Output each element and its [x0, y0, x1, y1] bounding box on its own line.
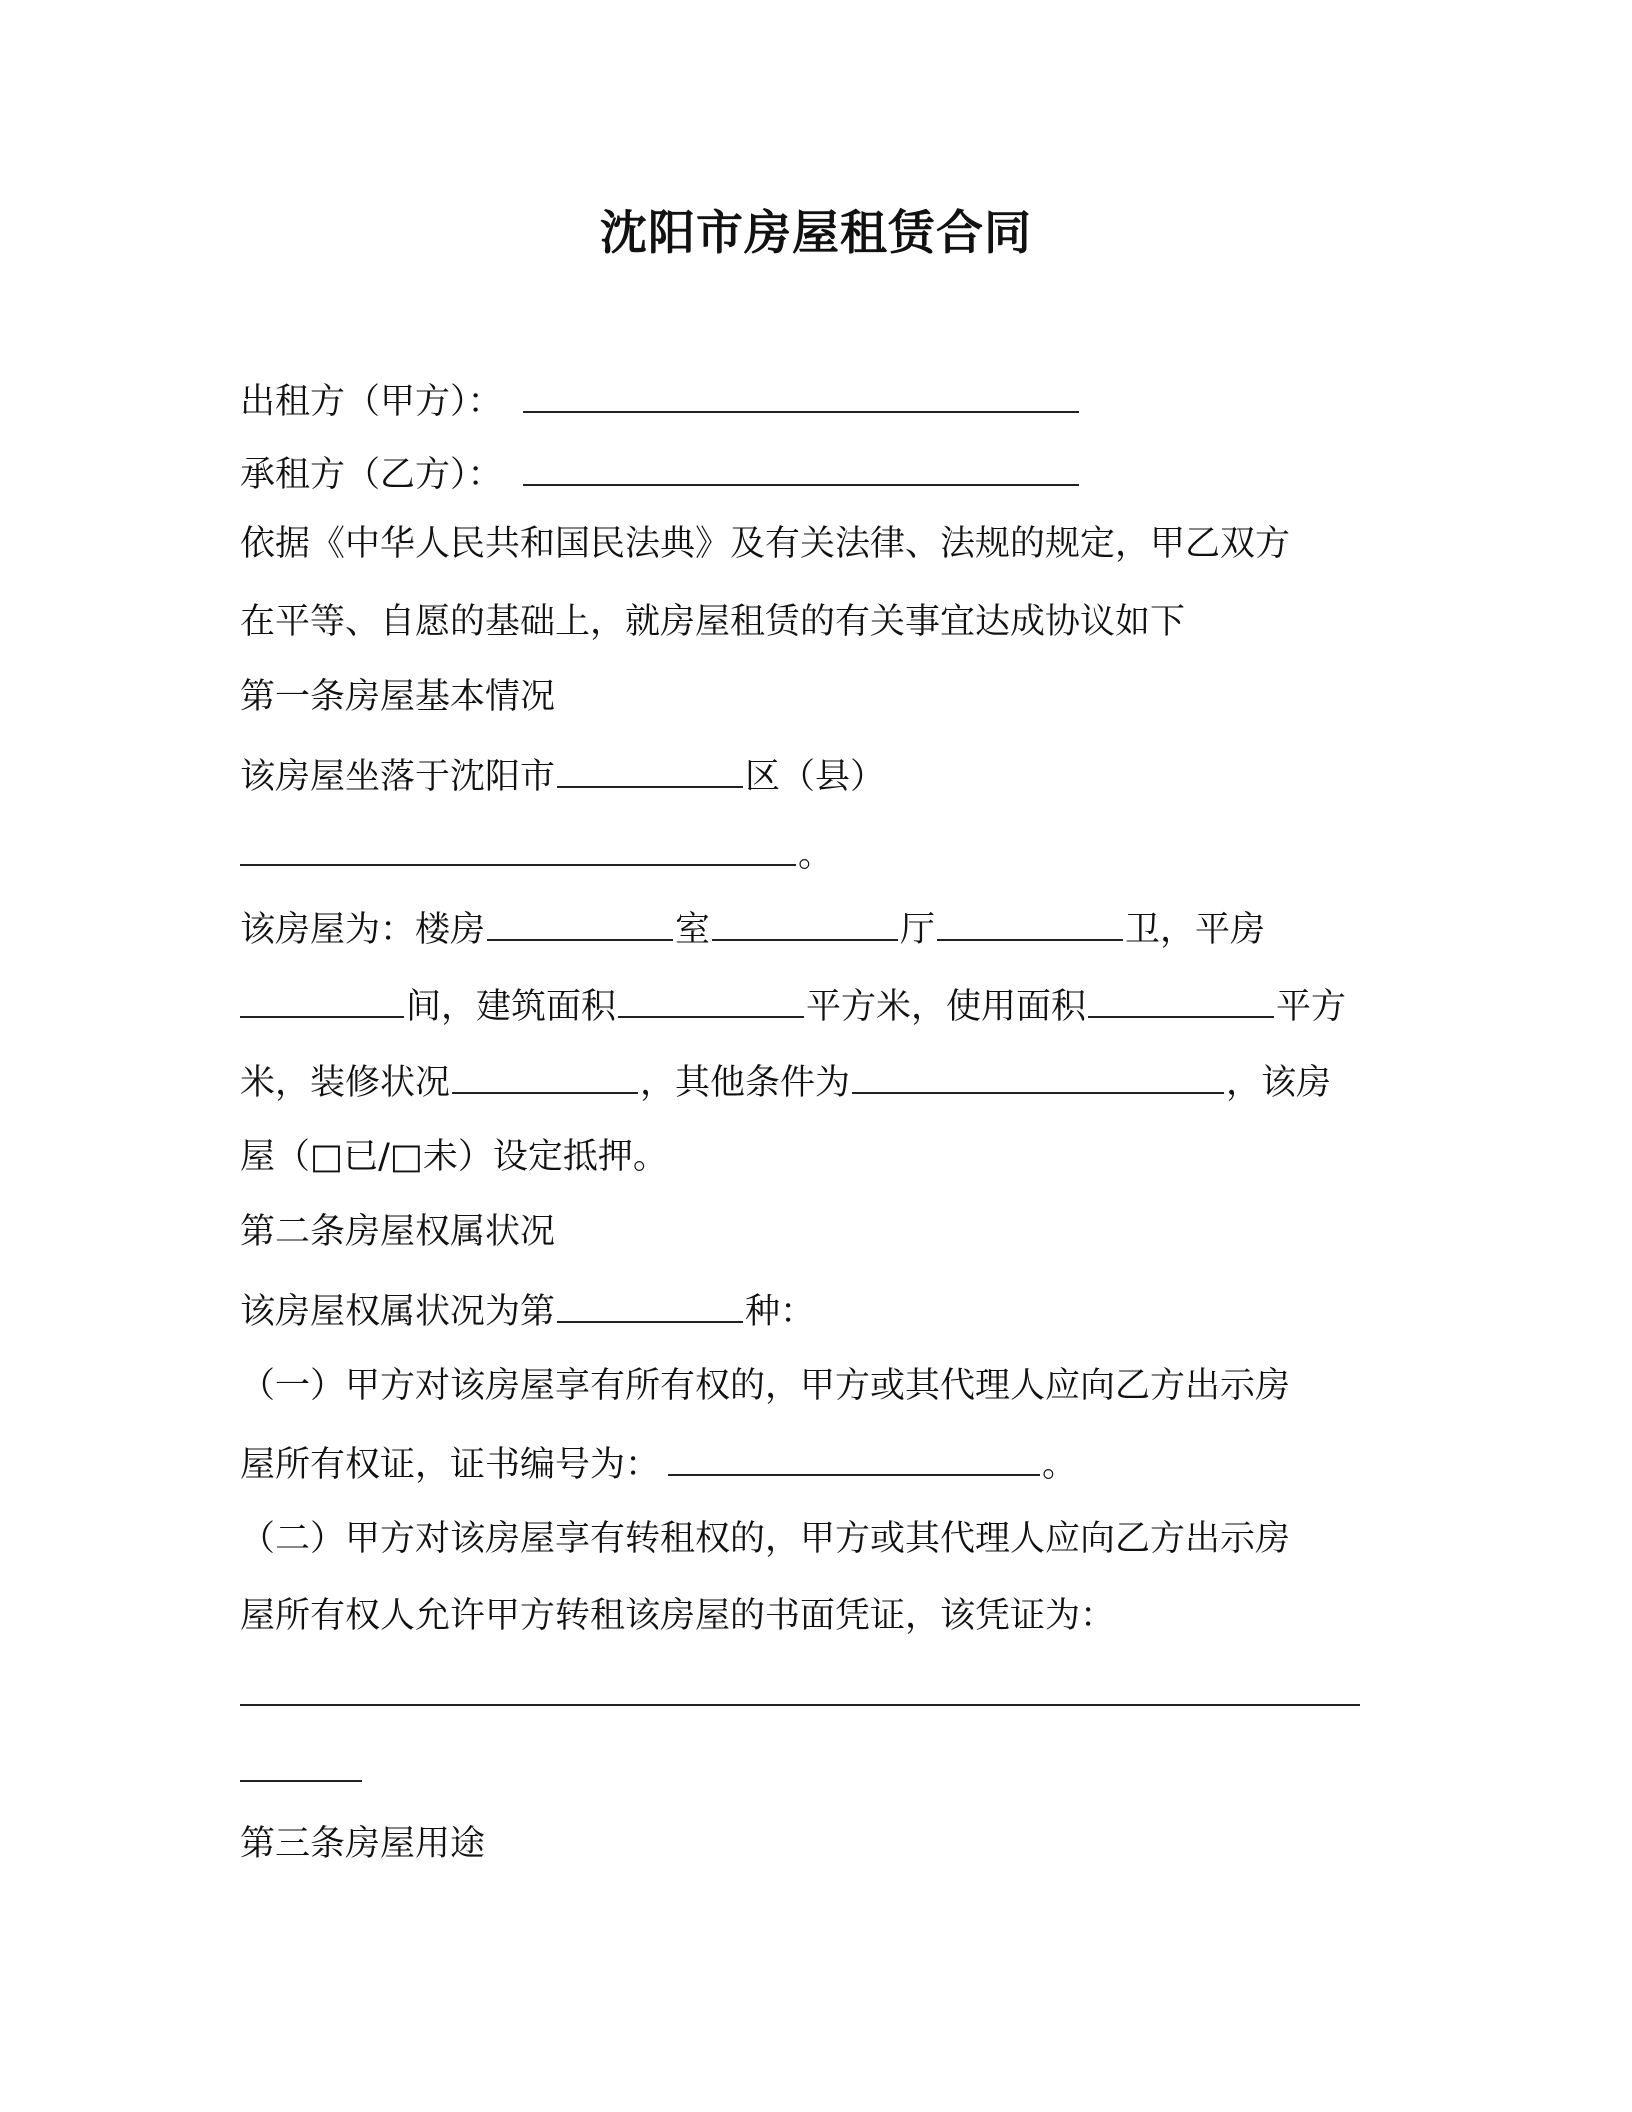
lessee-label: 承租方（乙方）：	[240, 455, 503, 495]
address-line	[240, 830, 833, 874]
area-line	[240, 982, 1346, 1026]
ownership-type-line	[240, 1287, 815, 1331]
ownership-prefix: 该房屋权属状况为第	[240, 1292, 556, 1332]
ownership-1-line-2	[240, 1440, 1077, 1484]
ownership-2-line-1: （二）甲方对该房屋享有转租权的，甲方或其代理人应向乙方出示房	[240, 1519, 1291, 1559]
ownership-type-field[interactable]	[557, 1287, 743, 1323]
district-field[interactable]	[557, 752, 743, 788]
lessee-name-field[interactable]	[523, 450, 1079, 486]
ownership-2-line-2: 屋所有权人允许甲方转租该房屋的书面凭证，该凭证为：	[240, 1596, 1116, 1636]
use-area-field[interactable]	[1088, 982, 1274, 1018]
voucher-field[interactable]	[240, 1670, 1360, 1706]
other-conditions-label: ，其他条件为	[640, 1063, 851, 1103]
lessor-label: 出租方（甲方）：	[240, 382, 503, 422]
location-prefix: 该房屋坐落于沈阳市	[240, 757, 556, 797]
other-conditions-field[interactable]	[852, 1058, 1224, 1094]
address-field[interactable]	[240, 830, 796, 866]
room-count-field[interactable]	[487, 905, 673, 941]
lessee-line	[240, 450, 1081, 494]
voucher-line-2	[240, 1746, 364, 1790]
decor-label: 米，装修状况	[240, 1063, 451, 1103]
gai-fang-label: ，该房	[1226, 1063, 1332, 1103]
intro-line-1: 依据《中华人民共和国民法典》及有关法律、法规的规定，甲乙双方	[240, 524, 1291, 564]
voucher-field-continued[interactable]	[240, 1746, 362, 1782]
location-line	[240, 752, 885, 796]
decoration-field[interactable]	[452, 1058, 638, 1094]
location-district-label: 区（县）	[745, 757, 886, 797]
ownership-1-line-1: （一）甲方对该房屋享有所有权的，甲方或其代理人应向乙方出示房	[240, 1366, 1291, 1406]
article-3-heading: 第三条房屋用途	[240, 1824, 486, 1864]
article-2-heading: 第二条房屋权属状况	[240, 1212, 556, 1252]
hall-count-field[interactable]	[712, 905, 898, 941]
ping-fang-label: 平方	[1276, 987, 1347, 1027]
certificate-label: 屋所有权证，证书编号为：	[240, 1445, 661, 1485]
decor-line	[240, 1058, 1331, 1102]
mortgage-line: 屋（□已/□未）设定抵押。	[240, 1137, 668, 1177]
ownership-suffix: 种：	[745, 1292, 816, 1332]
house-type-prefix: 该房屋为：楼房	[240, 910, 486, 950]
hall-label: 厅	[900, 910, 936, 950]
room-label: 室	[675, 910, 711, 950]
article-1-heading: 第一条房屋基本情况	[240, 677, 556, 717]
bath-count-field[interactable]	[937, 905, 1123, 941]
address-period: 。	[798, 835, 834, 875]
certificate-number-field[interactable]	[668, 1440, 1040, 1476]
house-type-line	[240, 905, 1265, 949]
use-area-label: 平方米，使用面积	[806, 987, 1087, 1027]
certificate-period: 。	[1042, 1445, 1078, 1485]
voucher-line-1	[240, 1670, 1362, 1714]
bath-label: 卫，平房	[1125, 910, 1266, 950]
lessor-line	[240, 377, 1081, 421]
building-area-field[interactable]	[618, 982, 804, 1018]
bungalow-count-field[interactable]	[240, 982, 404, 1018]
page-title: 沈阳市房屋租赁合同	[600, 206, 1032, 261]
intro-line-2: 在平等、自愿的基础上，就房屋租赁的有关事宜达成协议如下	[240, 602, 1186, 642]
lessor-name-field[interactable]	[523, 377, 1079, 413]
jian-area-label: 间，建筑面积	[406, 987, 617, 1027]
